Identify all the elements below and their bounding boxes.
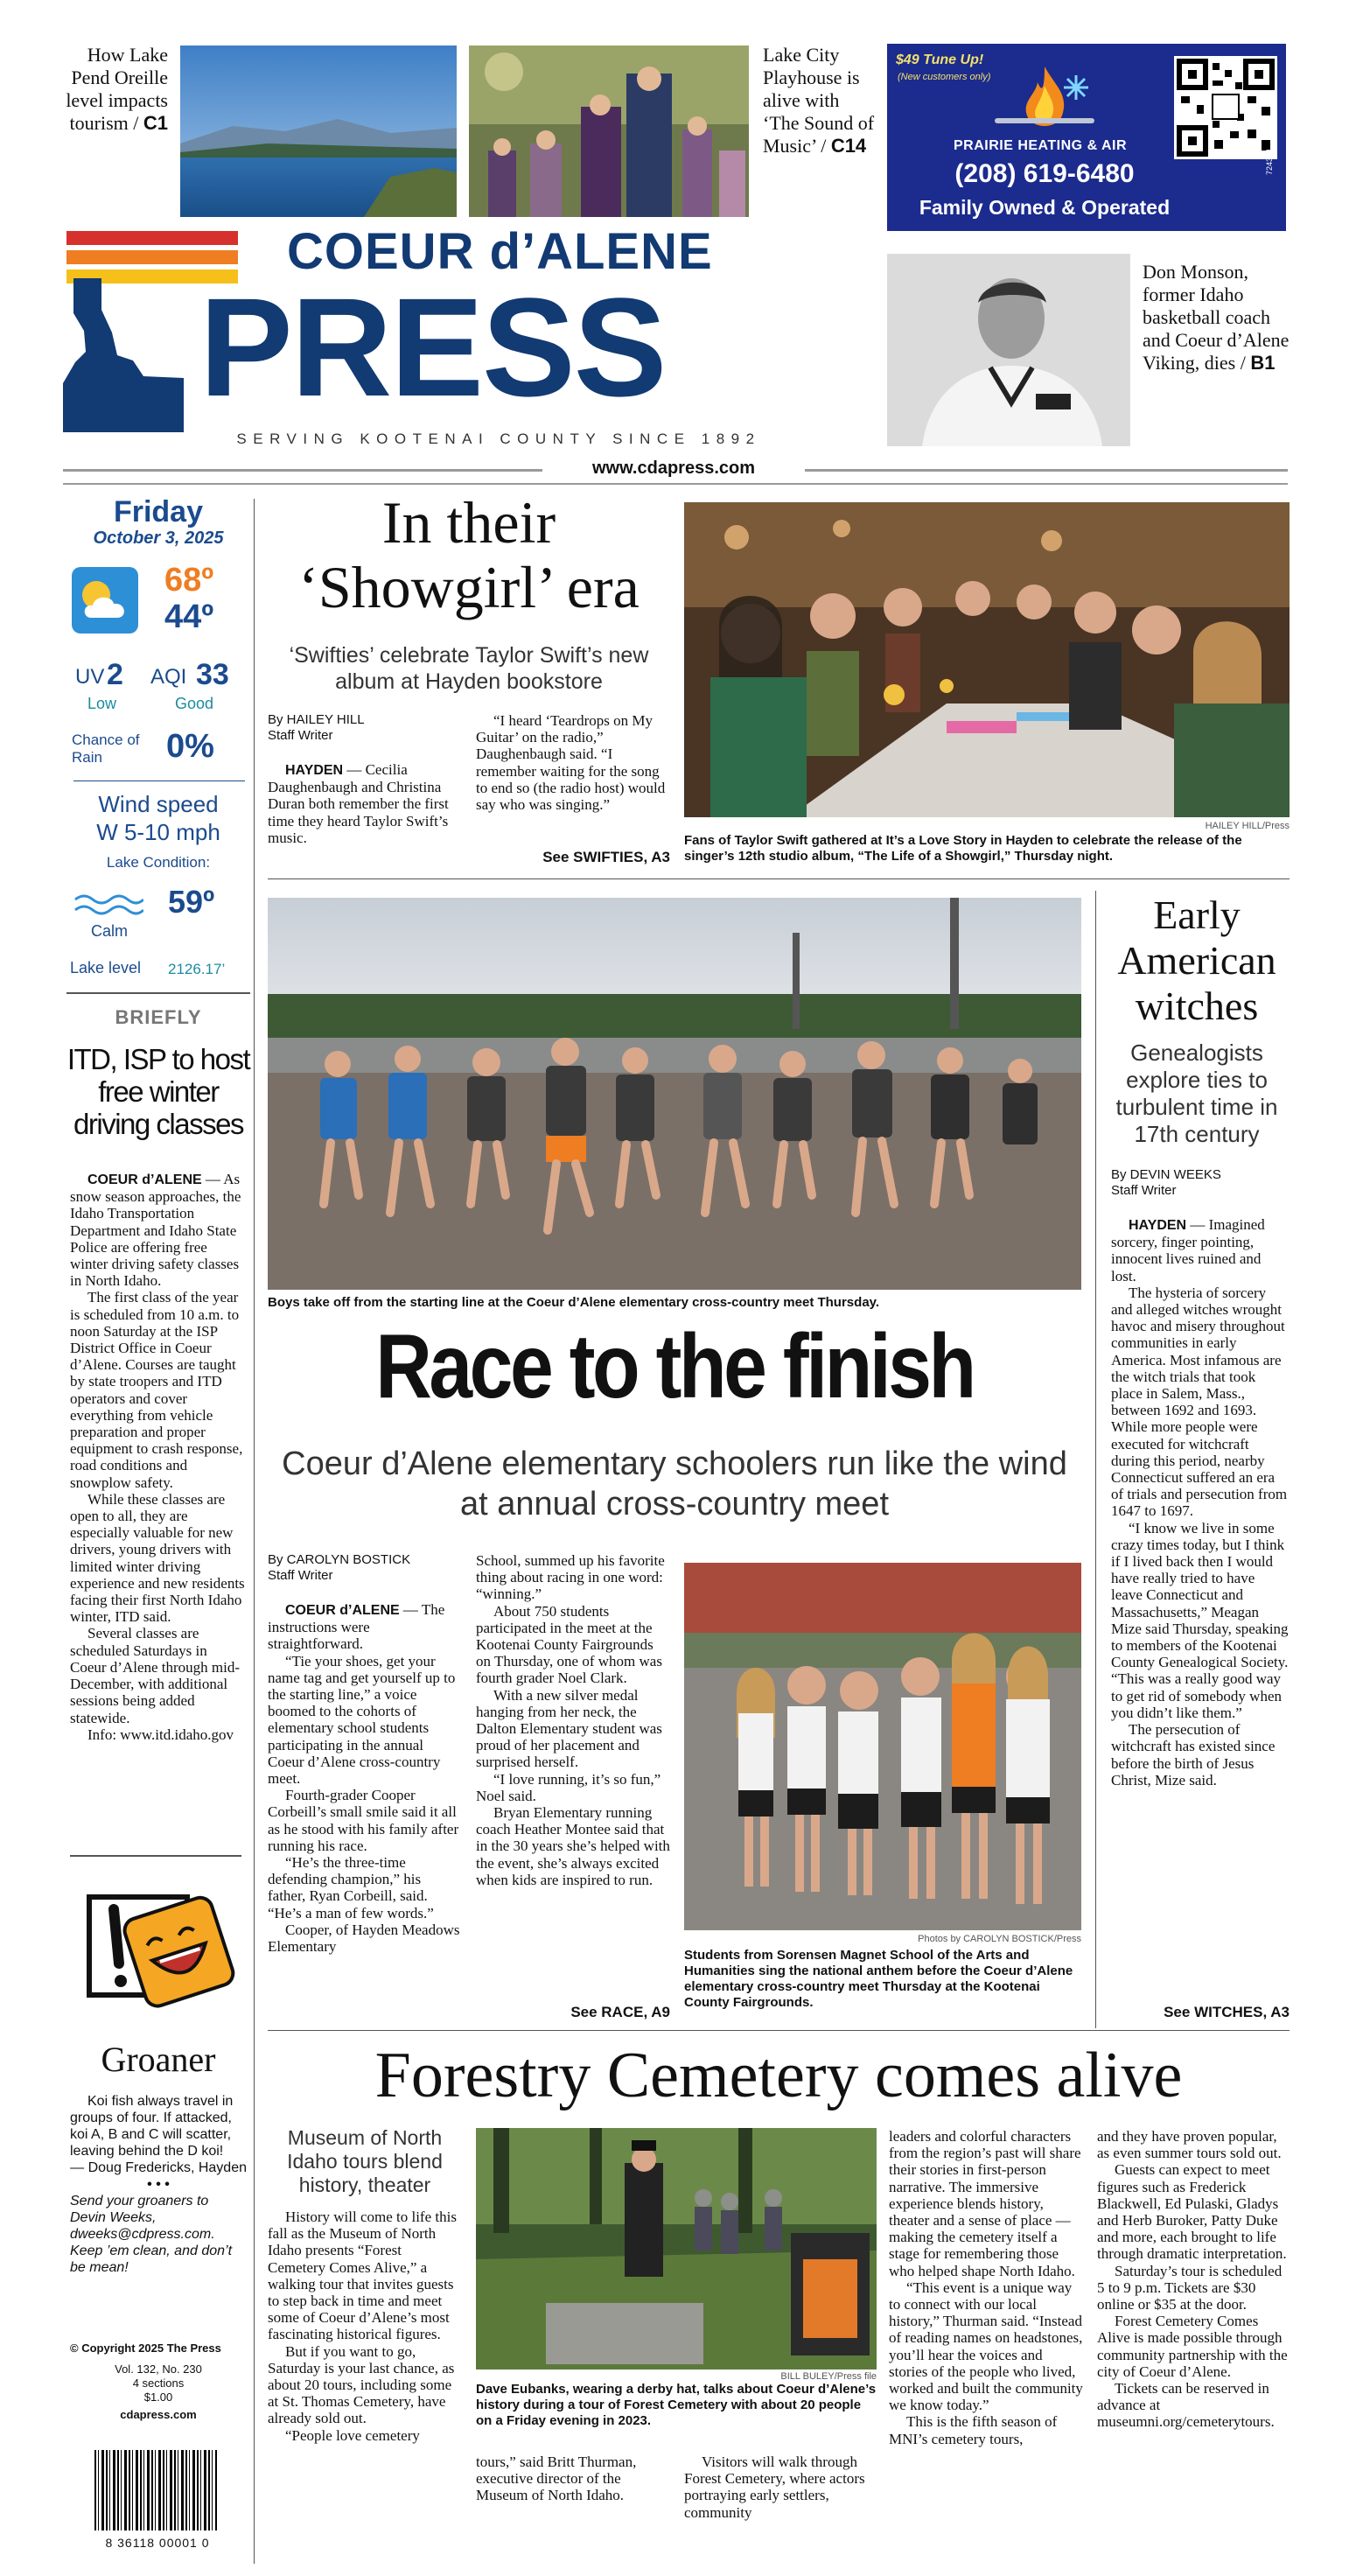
aqi-value: 33 (196, 658, 229, 691)
cemetery-paragraph: This is the fifth season of MNI’s cemetery tours, (889, 2413, 1058, 2447)
cemetery-paragraph[interactable]: Tickets can be reserved in advance at museumni.org/cemeterytours. (1097, 2380, 1275, 2431)
ad-tagline: Family Owned & Operated (919, 196, 1171, 219)
swifties-jump[interactable]: See SWIFTIES, A3 (542, 849, 670, 865)
witches-body (1111, 1216, 1290, 1788)
uv-level: Low (87, 695, 117, 712)
witches-byline-title: Staff Writer (1111, 1183, 1177, 1198)
swifties-deck: ‘Swifties’ celebrate Taylor Swift’s new album at Hayden bookstore (289, 643, 649, 694)
section-divider-1 (268, 878, 1290, 879)
wind-value: W 5-10 mph (96, 819, 220, 845)
teaser-lake-text: How Lake Pend Oreille level impacts tourism / (66, 44, 168, 134)
cemetery-paragraph: Visitors will walk through Forest Cemetery, where actors portraying early settlers, community (684, 2454, 865, 2521)
lake-photo[interactable] (180, 46, 457, 217)
swifties-headline-line2: ‘Showgirl’ era (298, 554, 640, 620)
issue-site[interactable]: cdapress.com (120, 2408, 197, 2421)
race-col1 (268, 1601, 462, 1955)
weather-divider (73, 780, 245, 781)
wind-label: Wind speed (98, 791, 219, 817)
aqi-label: AQI (150, 665, 187, 689)
teaser-monson[interactable] (1143, 261, 1291, 374)
witches-paragraph: “I know we live in some crazy times today, but I think if I lived back then I would have really tried to have leave Connecticut and Massachusetts,” Meagan Mize said Thursday, speaking to members of the Kootenai County Genealogical Society. “This was a really good way to get rid of somebody when you didn’t like them.” (1111, 1519, 1289, 1721)
lake-temp: 59º (168, 884, 215, 920)
witches-deck: Genealogists explore ties to turbulent time in 17th century (1115, 1040, 1278, 1147)
race-paragraph: Fourth-grader Cooper Corbeill’s small smile said it all as he stood with his family after running his race. (268, 1787, 459, 1854)
cemetery-paragraph: “This event is a unique way to connect with our local history,” Thurman said. “Instead of reading names on headstones, you’ll hear the voices and stories of the people who lived, worked and built the community we know today.” (889, 2278, 1083, 2414)
brief-headline[interactable]: ITD, ISP to host free winter driving classes (66, 1043, 250, 1140)
barcode-icon (94, 2450, 217, 2548)
issue-sections: 4 sections (132, 2376, 185, 2390)
site-url[interactable]: www.cdapress.com (542, 458, 805, 479)
brief-paragraph: Several classes are scheduled Saturdays in Coeur d’Alene through mid-December, with additional sessions being added statewide. (70, 1625, 241, 1726)
race-photo-caption: Boys take off from the starting line at the Coeur d’Alene elementary cross-country meet Thursday. (268, 1295, 880, 1310)
swifties-paragraph: “I heard ‘Teardrops on My Guitar’ on the radio,” Daughenbaugh said. “I remember waiting for the song to end so (the radio host) would say who was singing.” (476, 712, 666, 814)
race-paragraph: “I love running, it’s so fun,” Noel said. (476, 1770, 661, 1804)
lake-condition-label: Lake Condition: (106, 854, 211, 871)
swifties-dateline: HAYDEN (285, 763, 344, 778)
swifties-headline-line1: In their (381, 489, 556, 556)
swifties-col2 (476, 712, 670, 813)
playhouse-photo[interactable] (469, 46, 749, 217)
anthem-photo[interactable] (684, 1563, 1081, 1930)
cemetery-deck: Museum of North Idaho tours blend history, theater (287, 2126, 443, 2196)
uv-label: UV (75, 665, 105, 689)
witches-paragraph: The hysteria of sorcery and alleged witches wrought havoc and misery throughout communities in early America. Most infamous are the witch trials that took place in Salem, Mass., between 1692 and 1693. While more people were executed for witchcraft during this period, nearby Connecticut suffered an era of trials and persecution from 1647 to 1697. (1111, 1284, 1288, 1520)
cemetery-col3 (684, 2454, 878, 2521)
barcode-number: 8 36118 00001 0 (70, 2536, 245, 2550)
teaser-lake-page: C1 (143, 112, 168, 134)
partly-cloudy-icon (70, 565, 140, 635)
aqi-level: Good (175, 695, 214, 712)
cemetery-paragraph: History will come to life this fall as the Museum of North Idaho presents “Forest Cemetery Comes Alive,” a walking tour that invites guests to step back in time and meet some of Coeur d’Alene’s most fascinating historical figures. (268, 2208, 457, 2343)
cemetery-photo[interactable] (476, 2128, 877, 2370)
swifties-byline-title: Staff Writer (268, 728, 333, 743)
race-col2 (476, 1552, 670, 1888)
swifties-byline (268, 712, 443, 744)
race-paragraph: School, summed up his favorite thing about racing in one word: “winning.” (476, 1552, 665, 1603)
brief-paragraph: While these classes are open to all, they are especially valuable for new drivers, young drivers with limited winter driving experience and new residents facing their first North Idaho winter, ITD said. (70, 1490, 245, 1626)
groaner-author: — Doug Fredericks, Hayden (70, 2160, 247, 2175)
race-paragraph: Bryan Elementary running coach Heather Montee said that in the 30 years she’s helped with the event, she’s always excited when kids are inspired to run. (476, 1804, 670, 1888)
rain-value: 0% (166, 728, 214, 765)
race-jump[interactable]: See RACE, A9 (570, 2004, 670, 2020)
section-divider-2 (268, 2030, 1290, 2031)
lake-level-label: Lake level (70, 959, 142, 976)
brief-info-link[interactable]: Info: www.itd.idaho.gov (87, 1726, 234, 1743)
witches-dateline: HAYDEN (1129, 1218, 1187, 1233)
ad-brand: PRAIRIE HEATING & AIR (953, 138, 1128, 153)
qr-code-icon[interactable] (1174, 56, 1277, 159)
groaner-separator: • • • (147, 2177, 170, 2192)
groaner-rule (70, 1855, 241, 1857)
groaner-invite: Send your groaners to Devin Weeks, dweeks@cdpress.com. Keep ’em clean, and don’t be mean! (70, 2194, 233, 2275)
race-dateline: COEUR d’ALENE (285, 1603, 400, 1618)
race-paragraph: With a new silver medal hanging from her neck, the Dalton Elementary student was proud of her placement and surprised herself. (476, 1686, 662, 1771)
swifties-paragraph: — Cecilia Daughenbaugh and Christina Duran both remember the first time they heard Taylor Swift’s music. (268, 761, 449, 846)
swifties-col1 (268, 761, 462, 846)
issue-volume: Vol. 132, No. 230 (115, 2362, 202, 2376)
brief-body (70, 1171, 247, 1743)
witches-jump[interactable]: See WITCHES, A3 (1164, 2004, 1290, 2020)
rain-label: Chance of Rain (72, 732, 140, 766)
masthead-slogan: SERVING KOOTENAI COUNTY SINCE 1892 (236, 430, 761, 447)
teaser-playhouse-page: C14 (830, 135, 867, 157)
swifties-headline[interactable] (268, 490, 670, 620)
monson-photo[interactable] (887, 254, 1130, 446)
weather-day: Friday (113, 495, 204, 528)
masthead-top: COEUR d’ALENE (287, 223, 713, 280)
race-paragraph: “Tie your shoes, get your name tag and get yourself up to the starting line,” a voice boomed to the cohorts of elementary school students participating in the annual Coeur d’Alene cross-country meet. (268, 1652, 456, 1788)
cemetery-paragraph: “People love cemetery (285, 2426, 420, 2444)
race-paragraph: Cooper, of Hayden Meadows Elementary (268, 1921, 460, 1956)
groaner-body (70, 2093, 247, 2276)
cemetery-paragraph: tours,” said Britt Thurman, executive director of the Museum of North Idaho. (476, 2454, 637, 2504)
idaho-state-icon (63, 278, 192, 432)
groaner-joke: Koi fish always travel in groups of four. If attacked, koi A, B and C will scatter, leaving behind the D koi! (70, 2094, 234, 2159)
uv-value: 2 (107, 658, 123, 691)
race-byline (268, 1552, 460, 1584)
groaner-title: Groaner (101, 2040, 216, 2079)
cemetery-col5 (1097, 2128, 1291, 2431)
cemetery-paragraph: Forest Cemetery Comes Alive is made possible through community partnership with the city of Coeur d’Alene. (1097, 2313, 1288, 2380)
lake-condition: Calm (91, 922, 129, 940)
ad-promo-note: (New customers only) (898, 72, 991, 82)
anthem-caption: Students from Sorensen Magnet School of the Arts and Humanities sing the national anthem before the Coeur d’Alene elementary cross-country meet Thursday at the Kootenai County Fairgrounds. (684, 1948, 1073, 2010)
witches-byline-author: By DEVIN WEEKS (1111, 1167, 1221, 1182)
lake-level-value: 2126.17’ (168, 961, 226, 977)
witches-divider (1095, 891, 1096, 2028)
swifties-photo-credit: HAILEY HILL/Press (1205, 821, 1290, 831)
witches-paragraph: The persecution of witchcraft has existed since before the birth of Jesus Christ, Mize said. (1111, 1721, 1276, 1788)
cemetery-col2 (476, 2454, 670, 2504)
ad-promo: $49 Tune Up! (896, 52, 984, 67)
cemetery-paragraph: and they have proven popular, as even summer tours sold out. (1097, 2128, 1282, 2162)
cemetery-headline[interactable]: Forestry Cemetery comes alive (374, 2040, 1183, 2111)
race-photo[interactable] (268, 898, 1081, 1290)
briefly-rule (66, 992, 250, 994)
anthem-photo-credit: Photos by CAROLYN BOSTICK/Press (918, 1934, 1081, 1944)
laughing-face-icon (79, 1872, 236, 2030)
race-headline[interactable]: Race to the finish (375, 1316, 974, 1418)
witches-paragraph: — Imagined sorcery, finger pointing, innocent lives ruined and lost. (1111, 1216, 1265, 1284)
brief-dateline: COEUR d’ALENE (87, 1172, 202, 1187)
teaser-monson-page: B1 (1250, 352, 1276, 374)
race-byline-title: Staff Writer (268, 1568, 333, 1583)
issue-info (63, 2362, 254, 2422)
race-paragraph: — The instructions were straightforward. (268, 1601, 445, 1653)
brief-paragraph: The first class of the year is scheduled from 10 a.m. to noon Saturday at the ISP District Office in Coeur d’Alene. Courses are taught by state troopers and ITD operators and cover everything from vehicle preparation and proper equipment to crash response, road conditions and snowplow safety. (70, 1289, 243, 1491)
url-rule-bottom (63, 483, 1288, 485)
teaser-playhouse-text: Lake City Playhouse is alive with ‘The Sound of Music’ / (763, 44, 875, 157)
copyright: © Copyright 2025 The Press (70, 2342, 221, 2355)
witches-byline (1111, 1167, 1286, 1199)
swifties-photo[interactable] (684, 502, 1290, 817)
race-deck: Coeur d’Alene elementary schoolers run like the wind at annual cross-country meet (282, 1446, 1067, 1522)
cemetery-paragraph: leaders and colorful characters from the region’s past will share their stories in first-person narrative. The immersive experience blends history, theater and a sense of place — making the cemetery itself a stage for remembering those who helped shape North Idaho. (889, 2128, 1081, 2279)
briefly-label: BRIEFLY (115, 1006, 202, 1028)
teaser-monson-text: Don Monson, former Idaho basketball coach and Coeur d’Alene Viking, dies / (1143, 261, 1290, 374)
swifties-caption: Fans of Taylor Swift gathered at It’s a Love Story in Hayden to celebrate the release of the singer’s 12th studio album, “The Life of a Showgirl,” Thursday night. (684, 833, 1242, 864)
teaser-lake[interactable] (52, 44, 168, 135)
cemetery-col4 (889, 2128, 1083, 2447)
temp-low: 44º (164, 598, 214, 635)
race-paragraph: About 750 students participated in the meet at the Kootenai County Fairgrounds on Thursday, one of whom was fourth grader Noel Clark. (476, 1602, 662, 1687)
wave-icon (73, 892, 143, 917)
ad-code: 724364 (1265, 148, 1274, 175)
masthead-title[interactable]: PRESS (199, 269, 666, 425)
brief-paragraph: — As snow season approaches, the Idaho Transportation Department and Idaho State Police are offering free winter driving safety classes in North Idaho. (70, 1171, 241, 1290)
qr-label: SCAN ME (1217, 100, 1234, 113)
cemetery-paragraph: But if you want to go, Saturday is your last chance, as about 20 tours, including some at St. Thomas Cemetery, have already sold out. (268, 2342, 455, 2427)
teaser-playhouse[interactable] (763, 44, 877, 158)
flame-snowflake-icon (992, 60, 1097, 138)
swifties-byline-author: By HAILEY HILL (268, 712, 365, 727)
cemetery-paragraph: Saturday’s tour is scheduled 5 to 9 p.m. Tickets are $30 online or $35 at the door. (1097, 2262, 1283, 2314)
weather-date: October 3, 2025 (93, 528, 224, 548)
race-paragraph: “He’s the three-time defending champion,” his father, Ryan Corbeill, said. “He’s a man of few words.” (268, 1854, 434, 1922)
cemetery-paragraph: Guests can expect to meet figures such as Frederick Blackwell, Ed Pulaski, Gladys and Herb Buroker, Patty Duke and more, each brought to life through dramatic interpretation. (1097, 2161, 1287, 2263)
cemetery-col1 (268, 2208, 462, 2444)
sidebar-divider (254, 499, 255, 2564)
ad-phone[interactable]: (208) 619-6480 (954, 159, 1135, 188)
issue-price: $1.00 (143, 2390, 173, 2404)
cemetery-photo-credit: BILL BULEY/Press file (780, 2371, 877, 2382)
temp-high: 68º (164, 562, 214, 598)
ad-prairie-heating[interactable] (887, 44, 1286, 231)
witches-headline[interactable]: Early American witches (1117, 892, 1276, 1028)
cemetery-caption: Dave Eubanks, wearing a derby hat, talks about Coeur d’Alene’s history during a tour of Forest Cemetery with about 20 people on a Friday evening in 2023. (476, 2382, 877, 2428)
race-byline-author: By CAROLYN BOSTICK (268, 1552, 411, 1567)
